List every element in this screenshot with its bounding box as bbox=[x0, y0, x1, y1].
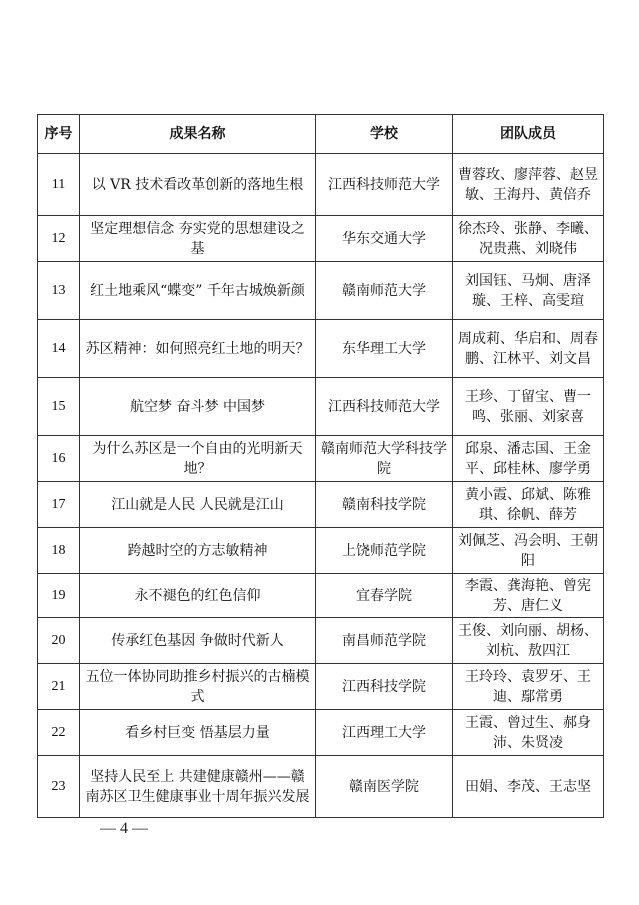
row-school: 江西理工大学 bbox=[316, 710, 453, 756]
row-team: 王霞、曾过生、郝身沛、朱贤凌 bbox=[453, 710, 604, 756]
header-index: 序号 bbox=[38, 115, 80, 154]
row-index: 14 bbox=[38, 320, 80, 378]
row-team: 王珍、丁留宝、曹一鸣、张丽、刘家喜 bbox=[453, 378, 604, 436]
row-team: 曹蓉玫、廖萍蓉、赵昱敏、王海丹、黄倍乔 bbox=[453, 154, 604, 216]
row-school: 江西科技师范大学 bbox=[316, 378, 453, 436]
row-index: 23 bbox=[38, 756, 80, 818]
row-team: 刘国钰、马炯、唐泽璇、王梓、高雯瑄 bbox=[453, 262, 604, 320]
table-row bbox=[38, 618, 604, 664]
row-title: 五位一体协同助推乡村振兴的古楠模式 bbox=[80, 664, 316, 710]
header-team: 团队成员 bbox=[453, 115, 604, 154]
row-team: 黄小霞、邱斌、陈雅琪、徐帆、薛芳 bbox=[453, 482, 604, 528]
row-index: 22 bbox=[38, 710, 80, 756]
row-title: 跨越时空的方志敏精神 bbox=[80, 528, 316, 574]
row-title: 以 VR 技术看改革创新的落地生根 bbox=[80, 154, 316, 216]
results-table bbox=[37, 114, 604, 818]
row-school: 南昌师范学院 bbox=[316, 618, 453, 664]
row-title: 坚持人民至上 共建健康赣州——赣南苏区卫生健康事业十周年振兴发展 bbox=[80, 756, 316, 818]
row-index: 13 bbox=[38, 262, 80, 320]
row-school: 华东交通大学 bbox=[316, 216, 453, 262]
row-school: 宜春学院 bbox=[316, 574, 453, 618]
table-row bbox=[38, 528, 604, 574]
row-school: 赣南医学院 bbox=[316, 756, 453, 818]
table-row bbox=[38, 664, 604, 710]
row-team: 周成莉、华启和、周春鹏、江林平、刘文昌 bbox=[453, 320, 604, 378]
table-row bbox=[38, 378, 604, 436]
header-title: 成果名称 bbox=[80, 115, 316, 154]
row-school: 东华理工大学 bbox=[316, 320, 453, 378]
row-title: 红土地乘风“蝶变” 千年古城焕新颜 bbox=[80, 262, 316, 320]
row-index: 18 bbox=[38, 528, 80, 574]
row-team: 王俊、刘向丽、胡杨、刘杭、敖四江 bbox=[453, 618, 604, 664]
row-school: 赣南师范大学 bbox=[316, 262, 453, 320]
row-title: 为什么苏区是一个自由的光明新天地？ bbox=[80, 436, 316, 482]
row-index: 21 bbox=[38, 664, 80, 710]
row-title: 坚定理想信念 夯实党的思想建设之基 bbox=[80, 216, 316, 262]
header-school: 学校 bbox=[316, 115, 453, 154]
row-title: 传承红色基因 争做时代新人 bbox=[80, 618, 316, 664]
row-team: 李霞、龚海艳、曾宪芳、唐仁义 bbox=[453, 574, 604, 618]
row-school: 上饶师范学院 bbox=[316, 528, 453, 574]
table-row bbox=[38, 216, 604, 262]
row-team: 邱泉、潘志国、王金平、邱桂林、廖学勇 bbox=[453, 436, 604, 482]
row-index: 12 bbox=[38, 216, 80, 262]
row-title: 航空梦 奋斗梦 中国梦 bbox=[80, 378, 316, 436]
table-row bbox=[38, 320, 604, 378]
row-team: 刘佩芝、冯会明、王朝阳 bbox=[453, 528, 604, 574]
row-index: 11 bbox=[38, 154, 80, 216]
row-index: 15 bbox=[38, 378, 80, 436]
table-row bbox=[38, 574, 604, 618]
table-row bbox=[38, 154, 604, 216]
page-number: — 4 — bbox=[100, 820, 148, 837]
row-title: 看乡村巨变 悟基层力量 bbox=[80, 710, 316, 756]
row-team: 王玲玲、袁罗牙、王迪、鄢常勇 bbox=[453, 664, 604, 710]
row-school: 赣南科技学院 bbox=[316, 482, 453, 528]
row-index: 20 bbox=[38, 618, 80, 664]
table-row bbox=[38, 482, 604, 528]
row-index: 16 bbox=[38, 436, 80, 482]
row-school: 江西科技学院 bbox=[316, 664, 453, 710]
row-team: 徐杰玲、张静、李曦、况贵燕、刘晓伟 bbox=[453, 216, 604, 262]
row-school: 江西科技师范大学 bbox=[316, 154, 453, 216]
table-header-row bbox=[38, 115, 604, 154]
table-row bbox=[38, 262, 604, 320]
row-index: 17 bbox=[38, 482, 80, 528]
row-team: 田娟、李茂、王志坚 bbox=[453, 756, 604, 818]
table-row bbox=[38, 436, 604, 482]
row-title: 苏区精神：如何照亮红土地的明天？ bbox=[80, 320, 316, 378]
row-school: 赣南师范大学科技学院 bbox=[316, 436, 453, 482]
row-title: 江山就是人民 人民就是江山 bbox=[80, 482, 316, 528]
table-row bbox=[38, 710, 604, 756]
row-title: 永不褪色的红色信仰 bbox=[80, 574, 316, 618]
table-row bbox=[38, 756, 604, 818]
row-index: 19 bbox=[38, 574, 80, 618]
